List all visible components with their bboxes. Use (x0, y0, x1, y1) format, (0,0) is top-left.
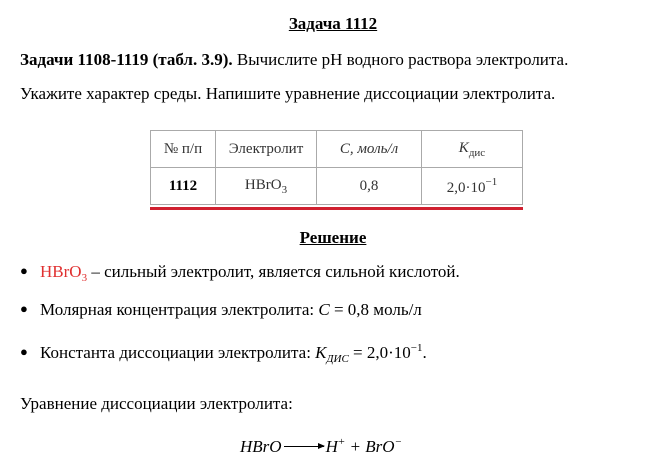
bullet-concentration: ● Молярная концентрация электролита: C = 0,8 моль/л (20, 300, 422, 319)
arrow-icon (284, 446, 324, 447)
page-title: Задача 1112 (288, 14, 378, 33)
bullet-icon: ● (20, 301, 28, 316)
header-concentration: C, моль/л (317, 131, 422, 168)
table-header-row (151, 131, 523, 168)
cell-k: $2,0\cdot 10^{-1}$ (422, 168, 523, 205)
table-accent-line (150, 207, 523, 210)
cell-electrolyte: HBrO$_3$ (216, 168, 317, 205)
cell-concentration: 0,8 (317, 168, 422, 205)
bullet-strong-electrolyte: ● HBrO$_3$ – сильный электролит, является сильной кислотой. (20, 262, 460, 284)
header-electrolyte: Электролит (216, 131, 317, 168)
problem-lead: Задачи 1108-1119 (табл. 3.9). (20, 50, 233, 69)
equation-intro: Уравнение диссоциации электролита: (20, 394, 293, 413)
cell-number: 1112 (151, 168, 216, 205)
bullet-dissociation-constant: ● Константа диссоциации электролита: $K_{ДИС} = 2,0\cdot 10^{-1}$. (20, 342, 427, 365)
solution-title: Решение (299, 228, 367, 247)
problem-statement (20, 43, 656, 111)
formula-hbro3: HBrO$_3$ (40, 262, 88, 284)
dissociation-equation: HBrO H+ + BrO− (240, 436, 402, 456)
data-table (150, 130, 523, 205)
header-k: $K_{дис}$ (422, 131, 523, 168)
header-number: № п/п (151, 131, 216, 168)
bullet-icon: ● (20, 263, 28, 278)
table-row (151, 168, 523, 205)
problem-text: Вычислите pH водного раствора электролита. (232, 50, 569, 69)
problem-text-line2: Укажите характер среды. Напишите уравнение диссоциации электролита. (20, 84, 556, 103)
bullet-icon: ● (20, 344, 28, 359)
